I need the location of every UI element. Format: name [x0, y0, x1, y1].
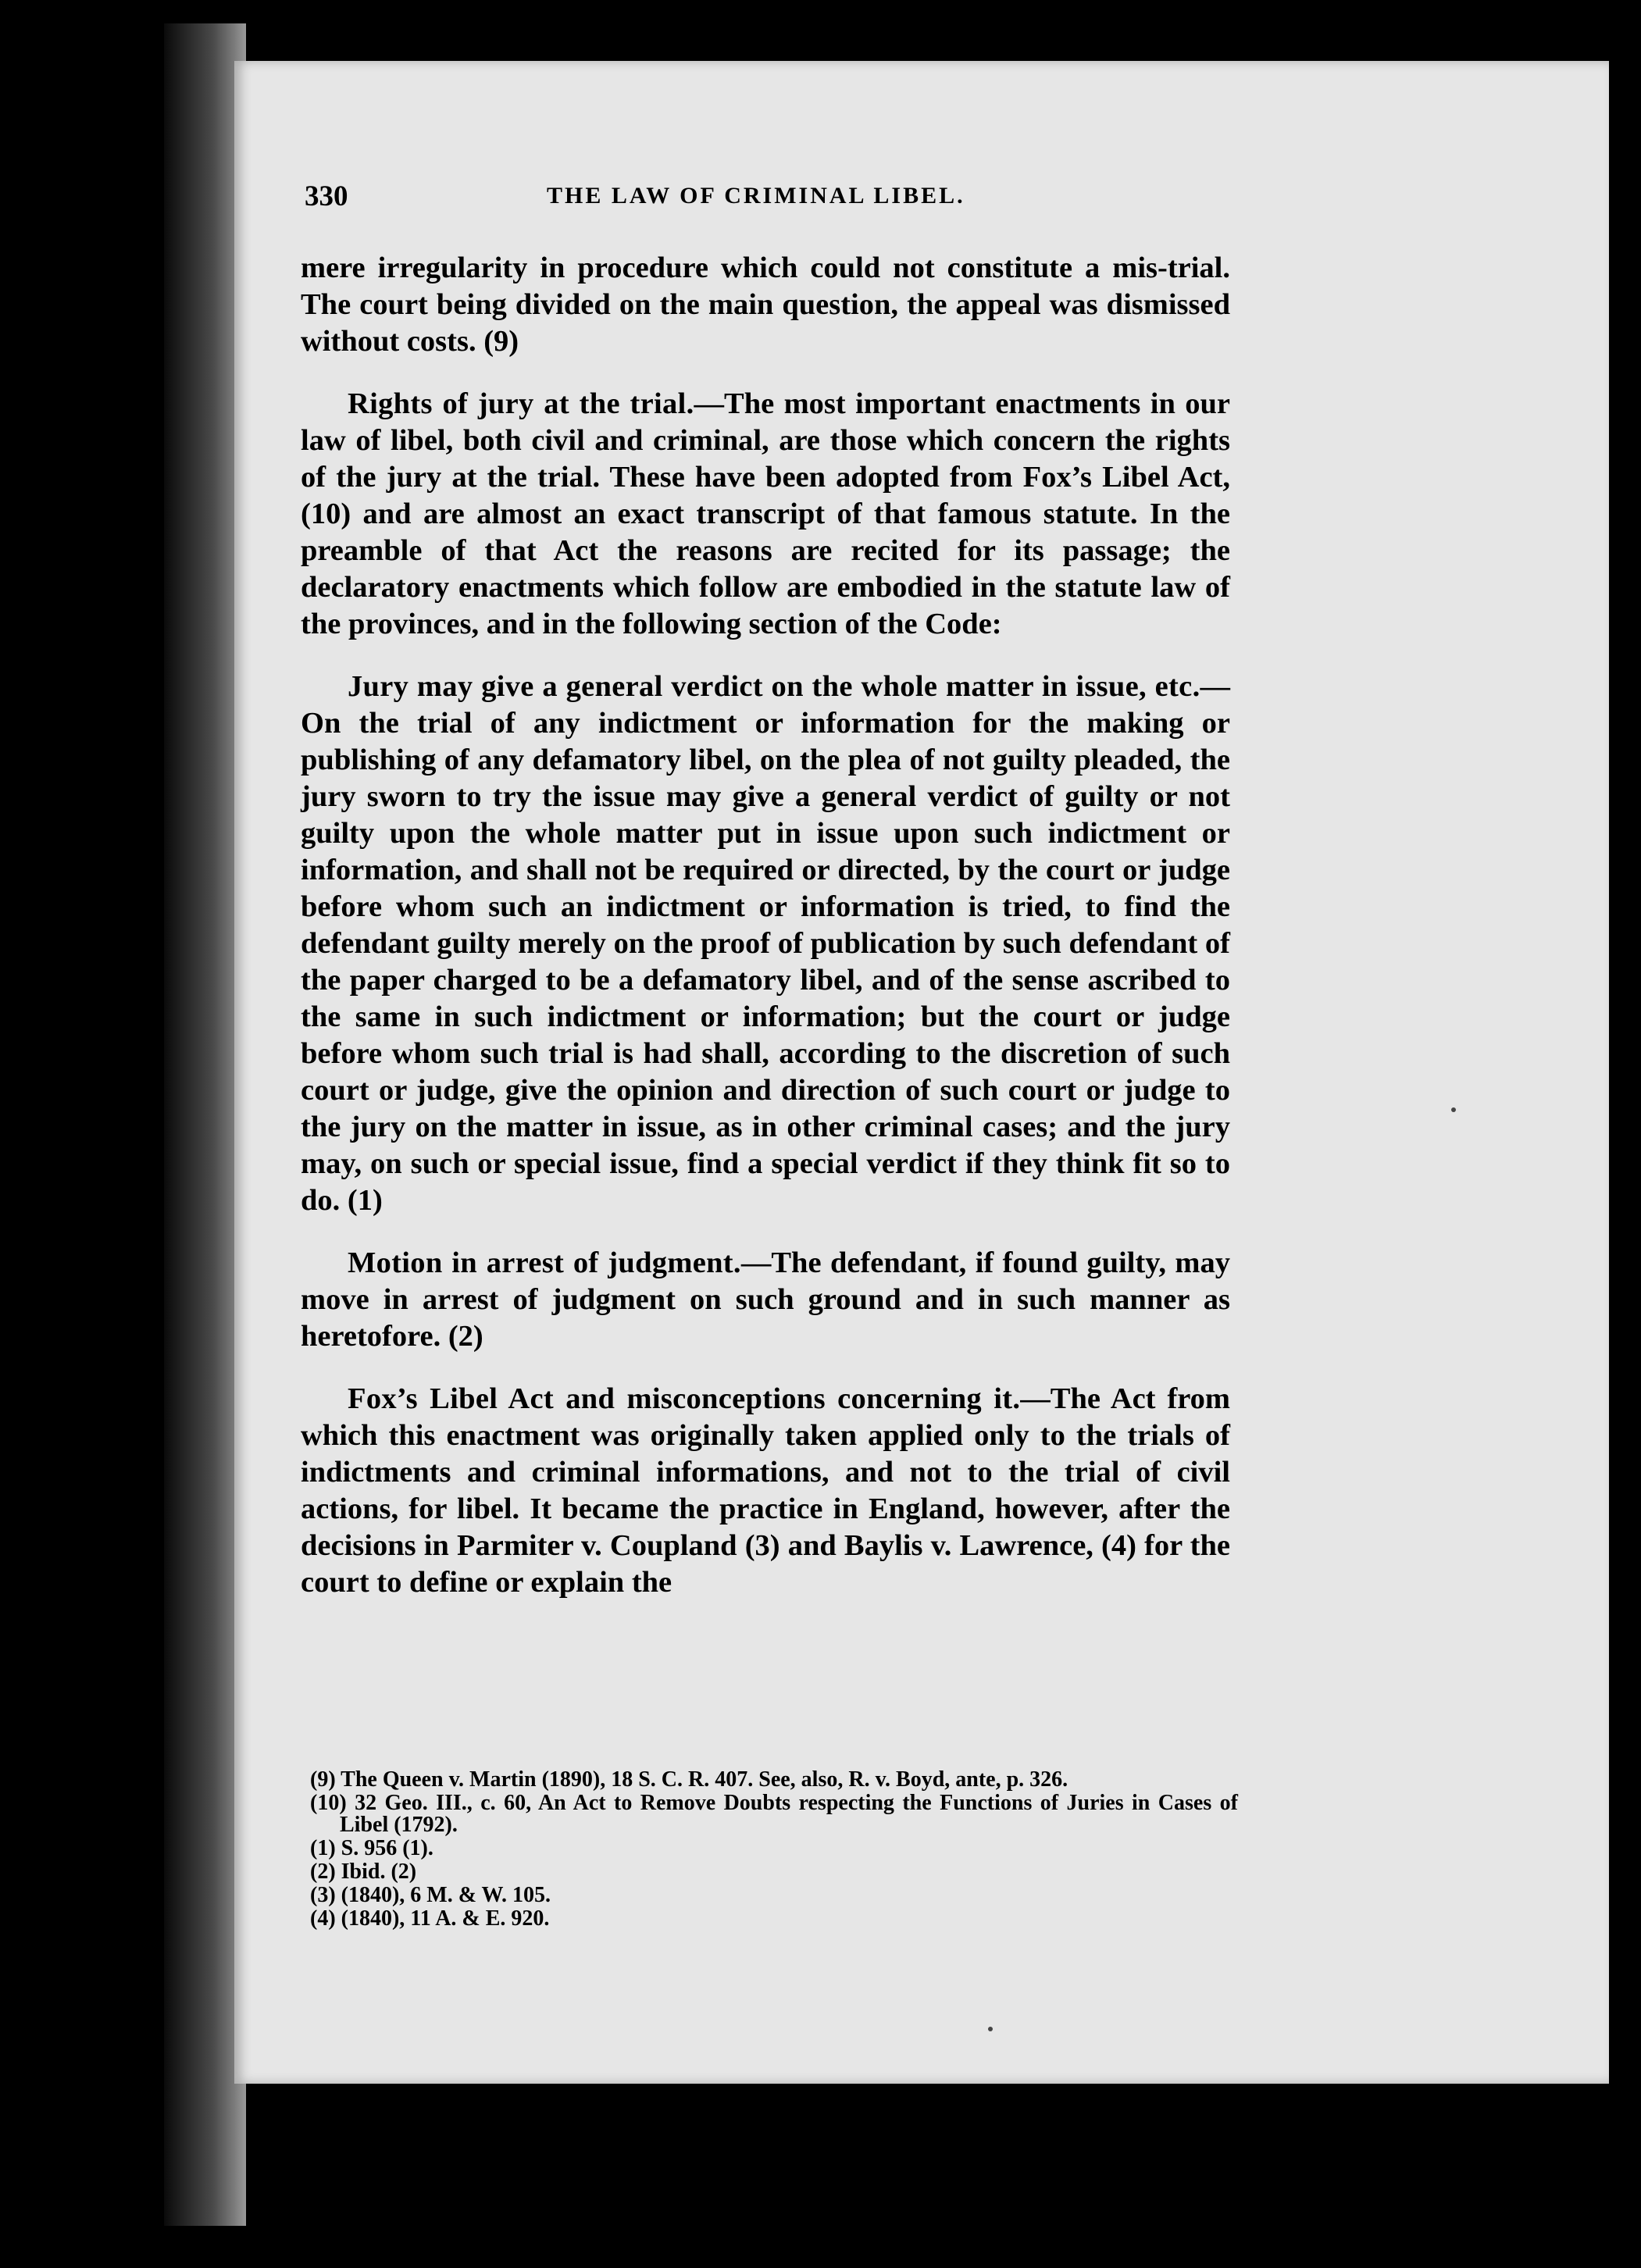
paragraph-text: —The Act from which this enactment was originally taken applied only to the trials of indictments and criminal informations, and not to the trial of civil actions, for libel. It became the practice in England, however, after the decisions in Parmiter v. Coupland (3) and Baylis v. Lawrence, (4) for the court to define or explain the [301, 1382, 1230, 1599]
scan-speck [1451, 1107, 1456, 1112]
section-heading: Jury may give a general verdict on the whole matter in issue, etc. [348, 670, 1200, 703]
paragraph-text: —The most important enactments in our law of libel, both civil and criminal, are those which concern the rights of the jury at the trial. These have been adopted from Fox’s Libel Act, (10) and are almost an exact transcript of that famous statute. In the preamble of that Act the reasons are recited for its passage; the declaratory enactments which follow are embodied in the statute law of the provinces, and in the following section of the Code: [301, 387, 1230, 640]
section-heading: Motion in arrest of judgment. [348, 1246, 741, 1279]
footnote: (9) The Queen v. Martin (1890), 18 S. C. R. 407. See, also, R. v. Boyd, ante, p. 326. [310, 1767, 1068, 1792]
paragraph-text: —On the trial of any indictment or information for the making or publishing of any defamatory libel, on the plea of not guilty pleaded, the jury sworn to try the issue may give a general verdict of guilty or not guilty upon the whole matter put in issue upon such indictment or information, and shall not be required or directed, by the court or judge before whom such an indictment or information is tried, to find the defendant guilty merely on the proof of publication by such defendant of the paper charged to be a defamatory libel, and of the sense ascribed to the same in such indictment or information; but the court or judge before whom such trial is had shall, according to the discretion of such court or judge, give the opinion and direction of such court or judge to the jury on the matter in issue, as in other criminal cases; and the jury may, on such or special issue, find a special verdict if they think fit so to do. (1) [301, 670, 1230, 1217]
footnote: (2) Ibid. (2) [310, 1860, 417, 1884]
body-text [301, 250, 1230, 1627]
footnotes [301, 1769, 1238, 1931]
paragraph [301, 1245, 1230, 1355]
paragraph [301, 250, 1230, 360]
running-title: THE LAW OF CRIMINAL LIBEL. [547, 183, 965, 209]
section-heading: Rights of jury at the trial. [348, 387, 694, 420]
footnote: (1) S. 956 (1). [310, 1836, 433, 1860]
page-number: 330 [305, 180, 348, 212]
paragraph [301, 1381, 1230, 1601]
scan-speck [988, 2027, 993, 2031]
footnote: (10) 32 Geo. III., c. 60, An Act to Remove Doubts respecting the Functions of Juries in Cases of Libel (1792). [310, 1791, 1238, 1837]
paragraph [301, 386, 1230, 643]
paragraph-text: mere irregularity in procedure which could not constitute a mis-trial. The court being divided on the main question, the appeal was dismissed without costs. (9) [301, 251, 1230, 358]
page-header [305, 180, 1242, 226]
paragraph-text: —The defendant, if found guilty, may move in arrest of judgment on such ground and in such manner as heretofore. (2) [301, 1246, 1230, 1353]
section-heading: Fox’s Libel Act and misconceptions concerning it. [348, 1382, 1021, 1415]
footnote: (3) (1840), 6 M. & W. 105. [310, 1883, 551, 1907]
footnote: (4) (1840), 11 A. & E. 920. [310, 1906, 550, 1931]
paragraph [301, 669, 1230, 1219]
